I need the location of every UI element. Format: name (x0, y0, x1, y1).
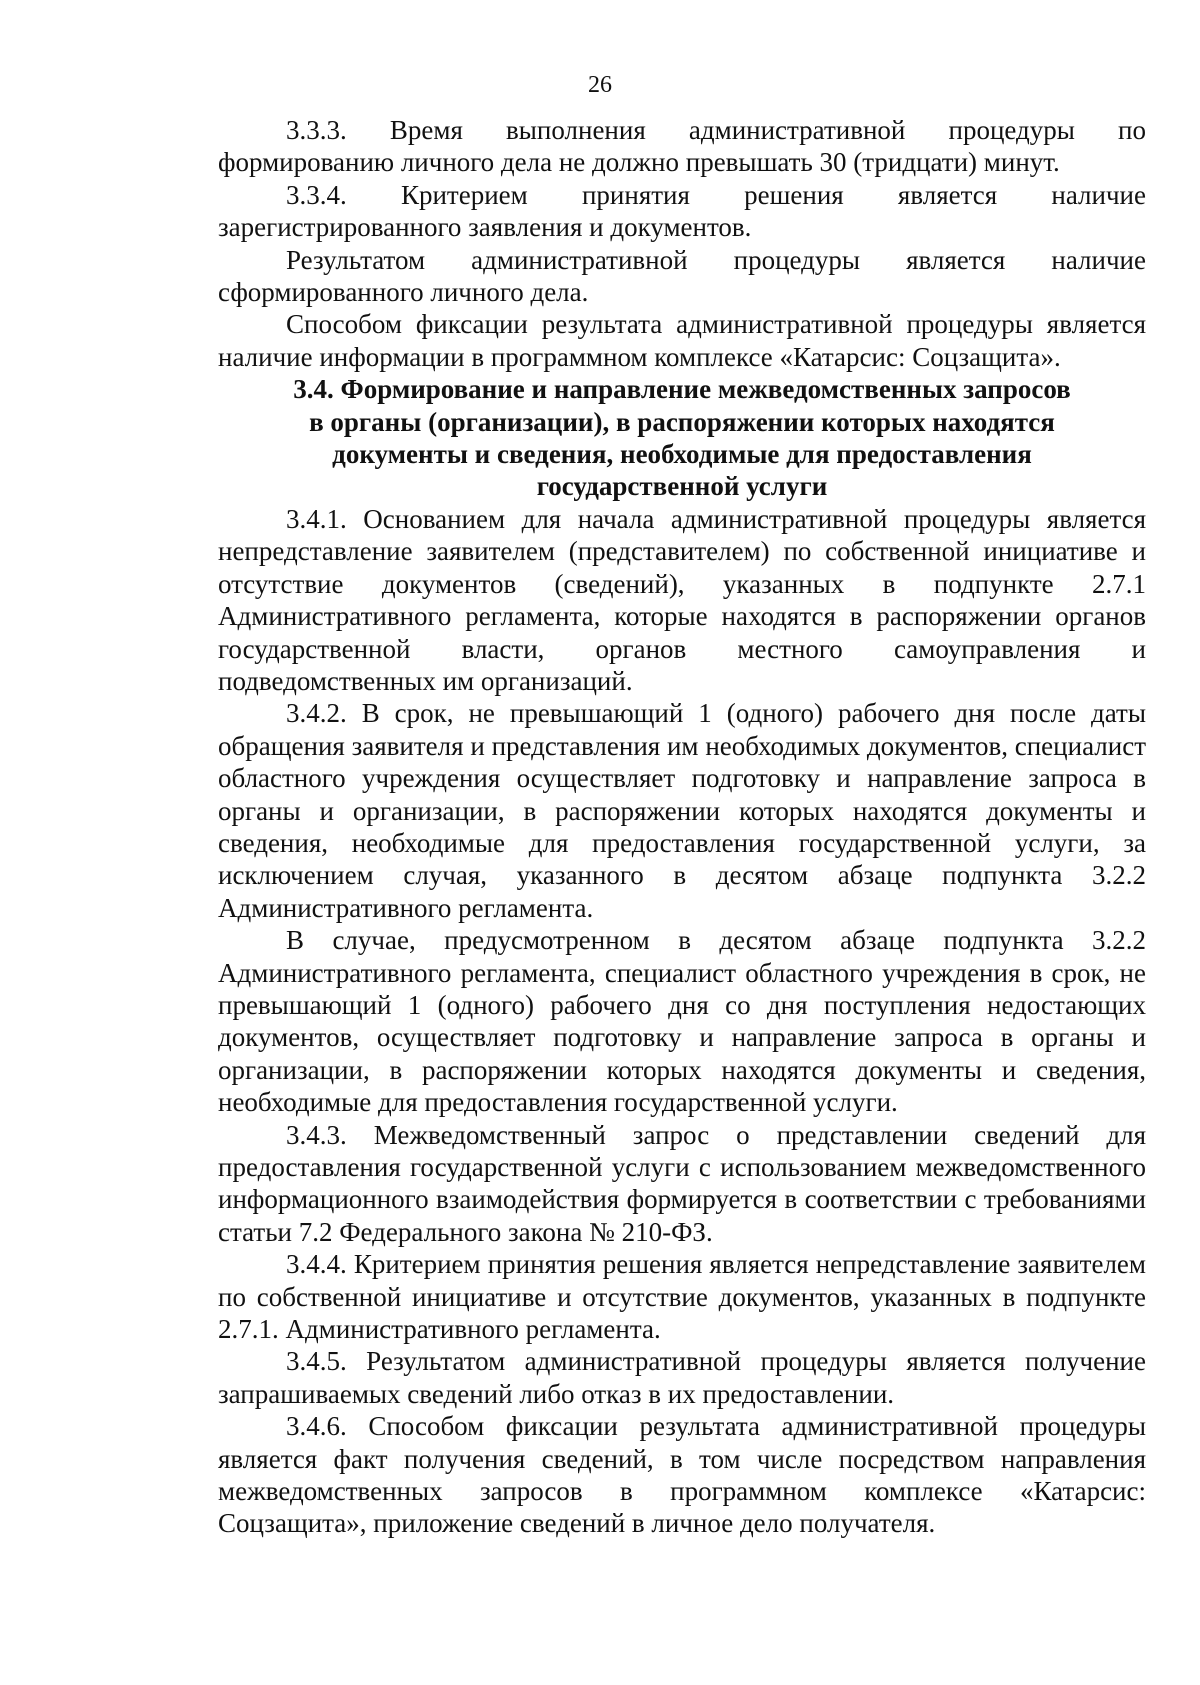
section-heading-3-4 (218, 373, 1146, 503)
paragraph-3-4-4: 3.4.4. Критерием принятия решения является непредставление заявителем по собственной инициативе и отсутствие документов, указанных в подпункте 2.7.1. Административного регламента. (218, 1249, 1146, 1345)
paragraph-3-4-1: 3.4.1. Основанием для начала административной процедуры является непредставление заявителем (представителем) по собственной инициативе и отсутствие документов (сведений), указанных в подпункте 2.7.1 Административного регламента, которые находятся в распоряжении органов государственной власти, органов местного самоуправления и подведомственных им организаций. (218, 503, 1146, 696)
section-heading-line: в органы (организации), в распоряжении которых находятся (309, 406, 1055, 437)
paragraph-3-4-2: 3.4.2. В срок, не превышающий 1 (одного) рабочего дня после даты обращения заявителя и представления им необходимых документов, специалист областного учреждения осуществляет подготовку и направление запроса в органы и организации, в распоряжении которых находятся документы и сведения, необходимые для предоставления государственной услуги, за исключением случая, указанного в десятом абзаце подпункта 3.2.2 Административного регламента. (218, 698, 1146, 923)
section-heading-line: государственной услуги (536, 471, 828, 502)
paragraph-3-4-6: 3.4.6. Способом фиксации результата административной процедуры является факт получения сведений, в том числе посредством направления межведомственных запросов в программном комплексе «Катарсис: Соцзащита», приложение сведений в личное дело получателя. (218, 1411, 1146, 1539)
section-heading-line: документы и сведения, необходимые для предоставления (332, 439, 1032, 470)
paragraph-3-4-2-case: В случае, предусмотренном в десятом абзаце подпункта 3.2.2 Административного регламента, специалист областного учреждения в срок, не превышающий 1 (одного) рабочего дня со дня поступления недостающих документов, осуществляет подготовку и направление запроса в органы и организации, в распоряжении которых находятся документы и сведения, необходимые для предоставления государственной услуги. (218, 925, 1146, 1118)
document-body (218, 114, 1146, 1540)
paragraph-3-3-4: 3.3.4. Критерием принятия решения является наличие зарегистрированного заявления и документов. (218, 179, 1146, 243)
paragraph-result: Результатом административной процедуры является наличие сформированного личного дела. (218, 244, 1146, 308)
section-heading-line: 3.4. Формирование и направление межведомственных запросов (293, 374, 1071, 405)
paragraph-fixation: Способом фиксации результата административной процедуры является наличие информации в программном комплексе «Катарсис: Соцзащита». (218, 309, 1146, 372)
paragraph-3-4-5: 3.4.5. Результатом административной процедуры является получение запрашиваемых сведений либо отказ в их предоставлении. (218, 1346, 1146, 1409)
paragraph-3-3-3: 3.3.3. Время выполнения административной процедуры по формированию личного дела не должно превышать 30 (тридцати) минут. (218, 115, 1146, 178)
page-number: 26 (588, 72, 612, 98)
paragraph-3-4-3: 3.4.3. Межведомственный запрос о представлении сведений для предоставления государственной услуги с использованием межведомственного информационного взаимодействия формируется в соответствии с требованиями статьи 7.2 Федерального закона № 210-ФЗ. (218, 1119, 1146, 1247)
